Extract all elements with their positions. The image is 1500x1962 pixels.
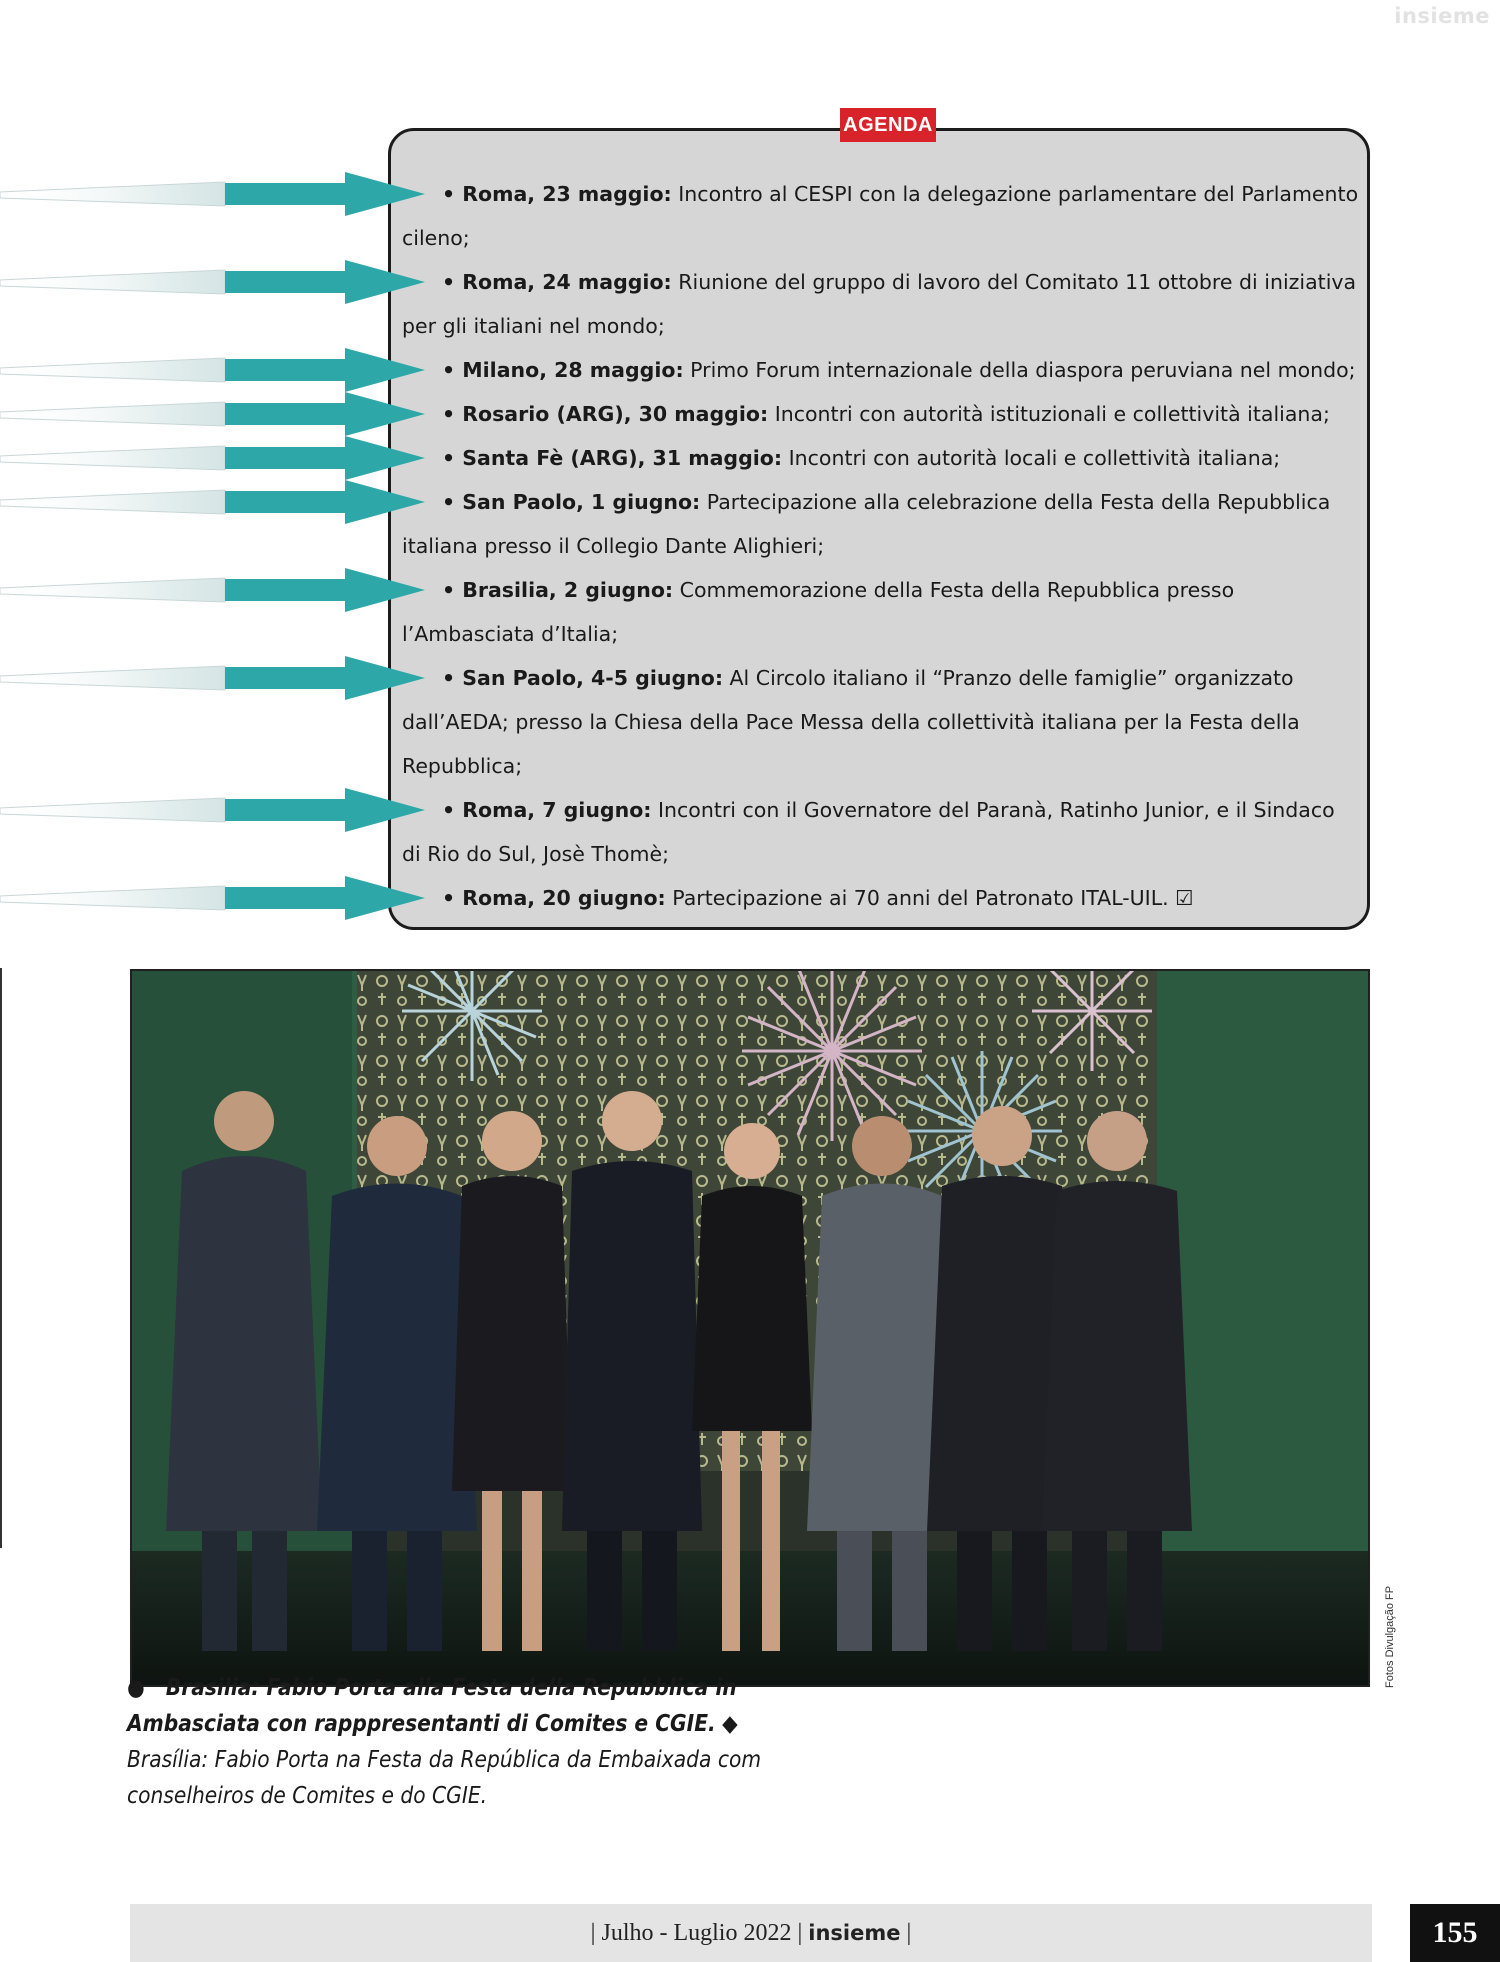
agenda-item	[402, 260, 1362, 348]
arrow-icon	[0, 480, 425, 524]
agenda-item-place: • Brasilia, 2 giugno:	[442, 578, 674, 602]
arrow-icon	[0, 260, 425, 304]
agenda-item-place: • Rosario (ARG), 30 maggio:	[442, 402, 769, 426]
agenda-item-place: • Roma, 23 maggio:	[442, 182, 672, 206]
agenda-item-place: • San Paolo, 1 giugno:	[442, 490, 701, 514]
page-number: 155	[1410, 1904, 1500, 1962]
agenda-item-place: • Santa Fè (ARG), 31 maggio:	[442, 446, 783, 470]
footer-brand: insieme	[808, 1921, 901, 1945]
arrow-icon	[0, 392, 425, 436]
arrow-icon	[0, 568, 425, 612]
agenda-title: AGENDA	[840, 108, 936, 142]
agenda-item	[402, 480, 1362, 568]
caption-portuguese: ◆ Brasília: Fabio Porta na Festa da República da Embaixada com conselheiros de Comites e do CGIE.	[127, 1711, 762, 1809]
agenda-item-cont: di Rio do Sul, Josè Thomè;	[402, 842, 669, 866]
agenda-item-text: Incontri con autorità istituzionali e collettività italiana;	[768, 402, 1330, 426]
photo-credit: Fotos Divulgação FP	[1384, 1585, 1396, 1688]
agenda-item-text: Riunione del gruppo di lavoro del Comitato 11 ottobre di iniziativa	[671, 270, 1357, 294]
footer-end: |	[900, 1920, 912, 1946]
agenda-item	[402, 392, 1362, 436]
agenda-item-cont: per gli italiani nel mondo;	[402, 314, 665, 338]
agenda-item-place: • Milano, 28 maggio:	[442, 358, 684, 382]
agenda-item-cont: italiana presso il Collegio Dante Alighieri;	[402, 534, 825, 558]
agenda-item-text: Commemorazione della Festa della Repubblica presso	[673, 578, 1235, 602]
arrow-icon	[0, 436, 425, 480]
caption-bullet-icon: ●	[127, 1675, 166, 1701]
agenda-item	[402, 436, 1362, 480]
agenda-item-text: Partecipazione alla celebrazione della Festa della Repubblica	[700, 490, 1331, 514]
arrow-icon	[0, 348, 425, 392]
footer-date: | Julho - Luglio 2022 |	[590, 1920, 809, 1946]
agenda-item-text: Incontri con autorità locali e collettività italiana;	[782, 446, 1281, 470]
agenda-item	[402, 876, 1362, 920]
agenda-item-text: Incontro al CESPI con la delegazione parlamentare del Parlamento	[671, 182, 1359, 206]
agenda-item	[402, 656, 1362, 788]
agenda-arrows	[0, 0, 430, 930]
arrow-icon	[0, 788, 425, 832]
photo-caption	[127, 1670, 822, 1814]
agenda-item-place: • Roma, 20 giugno:	[442, 886, 666, 910]
agenda-item-text: Primo Forum internazionale della diaspora peruviana nel mondo;	[683, 358, 1356, 382]
agenda-item	[402, 172, 1362, 260]
caption-italian: Brasilia: Fabio Porta alla Festa della Repubblica in Ambasciata con rapppresentanti di Comites e CGIE.	[127, 1675, 737, 1737]
agenda-item-place: • San Paolo, 4-5 giugno:	[442, 666, 724, 690]
agenda-item-text: Incontri con il Governatore del Paranà, Ratinho Junior, e il Sindaco	[651, 798, 1335, 822]
arrow-icon	[0, 876, 425, 920]
agenda-item-place: • Roma, 7 giugno:	[442, 798, 652, 822]
agenda-item-cont: cileno;	[402, 226, 470, 250]
agenda-item	[402, 568, 1362, 656]
footer-text	[130, 1904, 1372, 1962]
arrow-icon	[0, 656, 425, 700]
agenda-item-text: Al Circolo italiano il “Pranzo delle famiglie” organizzato	[723, 666, 1294, 690]
agenda-item-cont: Repubblica;	[402, 754, 523, 778]
agenda-item	[402, 348, 1362, 392]
agenda-item-text: Partecipazione ai 70 anni del Patronato ITAL-UIL. ☑	[665, 886, 1194, 910]
arrow-icon	[0, 172, 425, 216]
agenda-item-place: • Roma, 24 maggio:	[442, 270, 672, 294]
side-rule	[0, 968, 2, 1548]
header-brand: insieme	[1394, 4, 1490, 28]
agenda-item-cont: dall’AEDA; presso la Chiesa della Pace Messa della collettività italiana per la Festa della	[402, 710, 1300, 734]
group-photo	[130, 969, 1370, 1687]
agenda-item-cont: l’Ambasciata d’Italia;	[402, 622, 619, 646]
agenda-item	[402, 788, 1362, 876]
